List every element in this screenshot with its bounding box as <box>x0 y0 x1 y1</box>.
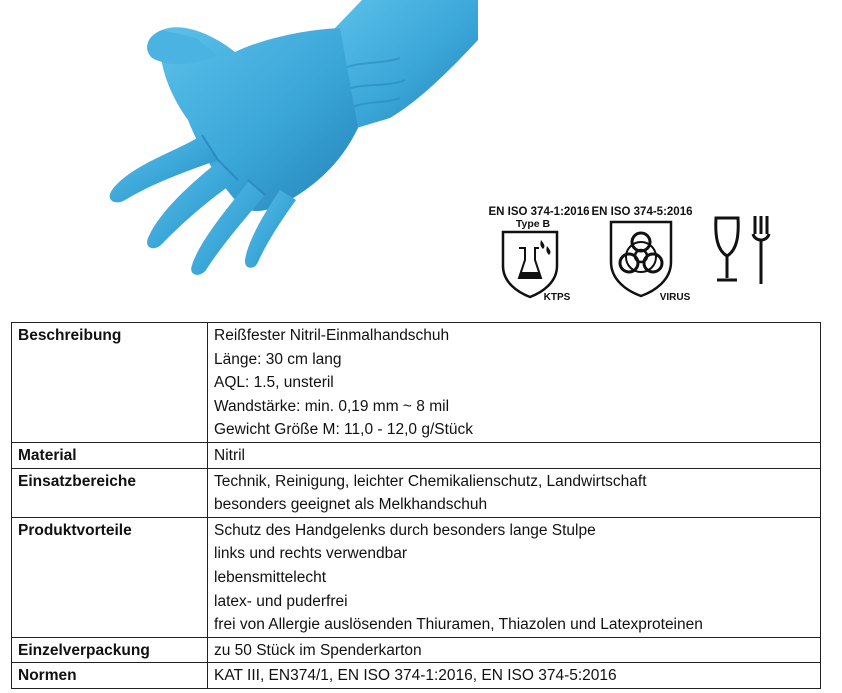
table-row <box>12 442 821 468</box>
table-row <box>12 663 821 689</box>
value-line: besonders geeignet als Melkhandschuh <box>214 496 488 514</box>
row-value <box>208 663 821 689</box>
value-line: Gewicht Größe M: 11,0 - 12,0 g/Stück <box>214 421 474 439</box>
row-value <box>208 442 821 468</box>
value-line: AQL: 1.5, unsteril <box>214 374 334 392</box>
chemical-protection-icon <box>503 232 557 297</box>
value-line: Länge: 30 cm lang <box>214 350 342 368</box>
table-row <box>12 468 821 517</box>
cert1-title: EN ISO 374-1:2016 <box>488 206 590 218</box>
value-line: Reißfester Nitril-Einmalhandschuh <box>214 327 450 344</box>
value-line: links und rechts verwendbar <box>214 545 407 563</box>
cert2-title: EN ISO 374-5:2016 <box>591 206 693 218</box>
row-value <box>208 637 821 663</box>
table-row <box>12 323 821 443</box>
row-label: Einzelverpackung <box>12 637 208 663</box>
value-line: latex- und puderfrei <box>214 592 348 610</box>
table-row <box>12 637 821 663</box>
row-label: Produktvorteile <box>12 517 208 637</box>
row-label: Material <box>12 442 208 468</box>
cert2-code: VIRUS <box>659 292 691 303</box>
biohazard-icon <box>611 222 671 296</box>
row-label: Normen <box>12 663 208 689</box>
certification-icons <box>473 196 773 306</box>
value-line: Nitril <box>214 446 245 464</box>
value-line: zu 50 Stück im Spenderkarton <box>214 641 422 659</box>
row-value <box>208 468 821 517</box>
value-line: lebensmittelecht <box>214 568 327 586</box>
value-line: Technik, Reinigung, leichter Chemikalienschutz, Landwirtschaft <box>214 472 647 490</box>
value-line: KAT III, EN374/1, EN ISO 374-1:2016, EN ISO 374-5:2016 <box>214 667 617 685</box>
row-value <box>208 517 821 637</box>
glove-illustration <box>100 0 480 292</box>
value-line: frei von Allergie auslösenden Thiuramen, Thiazolen und Latexproteinen <box>214 616 703 634</box>
row-label: Beschreibung <box>12 323 208 443</box>
table-row <box>12 517 821 637</box>
product-image-glove <box>100 0 480 292</box>
row-label: Einsatzbereiche <box>12 468 208 517</box>
food-safe-icon <box>716 216 769 284</box>
cert1-code: KTPS <box>543 292 571 303</box>
spec-table <box>11 322 821 689</box>
value-line: Wandstärke: min. 0,19 mm ~ 8 mil <box>214 397 450 415</box>
value-line: Schutz des Handgelenks durch besonders lange Stulpe <box>214 521 596 539</box>
row-value <box>208 323 821 443</box>
cert1-subtitle: Type B <box>515 218 551 230</box>
